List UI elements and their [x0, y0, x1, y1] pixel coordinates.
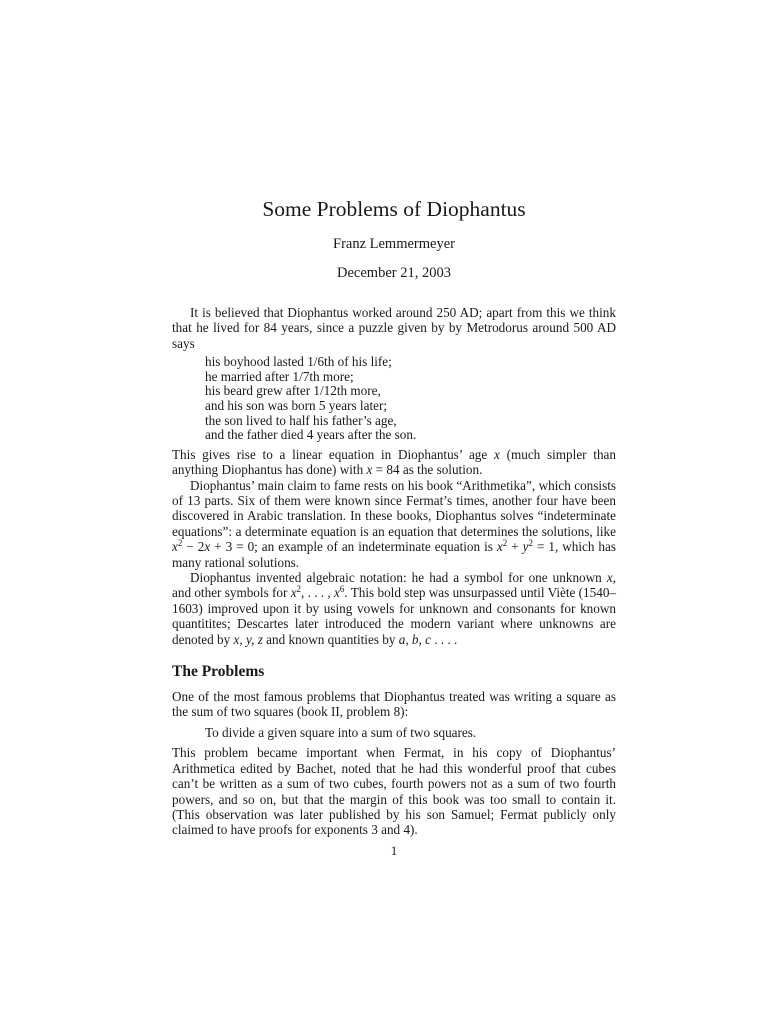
fermat-paragraph: This problem became important when Fermat, in his copy of Diophantus’ Arithmetica edited by Bachet, noted that he had this wonderful proof that cubes can’t be written as a sum of two cubes, fourth powers not as a sum of two fourth powers, and so on, but that the margin of this book was too small to contain it. (This observation was later published by his son Samuel; Fermat publicly only claimed to have proofs for exponents 3 and 4).: [172, 745, 616, 838]
paper-title: Some Problems of Diophantus: [262, 197, 526, 221]
verse-line: the son lived to half his father’s age,: [205, 412, 397, 428]
metrodorus-puzzle: [205, 355, 616, 443]
problem-statement: To divide a given square into a sum of two squares.: [205, 724, 477, 740]
verse-line: and his son was born 5 years later;: [205, 398, 388, 413]
verse-line: and the father died 4 years after the son.: [205, 427, 417, 443]
verse-line: he married after 1/7th more;: [205, 368, 354, 384]
author-name: Franz Lemmermeyer: [333, 236, 455, 252]
page-number: 1: [390, 843, 398, 858]
paper-body: [172, 305, 616, 838]
intro-paragraph: It is believed that Diophantus worked around 250 AD; apart from this we think that he lived for 84 years, since a puzzle given by by Metrodorus around 500 AD says: [172, 305, 616, 351]
paper-date: December 21, 2003: [337, 265, 451, 281]
paper-page: [172, 0, 616, 1024]
verse-line: his beard grew after 1/12th more,: [205, 383, 381, 399]
arithmetika-paragraph: Diophantus’ main claim to fame rests on his book “Arithmetika”, which consists of 13 parts. Six of them were known since Fermat’s times, another four have been discovered in Arabic translation. In these books, Diophantus solves “indeterminate equations”: a determinate equation is an equation that determines the solutions, like $x^2 - 2x + 3 = 0$; an example of an indeterminate equation is $x^2 + y^2 = 1$, which has many rational solutions.: [172, 477, 617, 570]
famous-problem-paragraph: One of the most famous problems that Diophantus treated was writing a square as the sum of two squares (book II, problem 8):: [172, 689, 616, 720]
verse-line: his boyhood lasted 1/6th of his life;: [205, 354, 392, 370]
notation-paragraph: Diophantus invented algebraic notation: he had a symbol for one unknown x, and other symbols for $x^2$, . . . , $x^6$. This bold step was unsurpassed until Viète (1540–1603) improved upon it by using vowels for unknown and consonants for known quantitites; Descartes later introduced the modern variant where unknowns are denoted by x, y, z and known quantities by a, b, c . . . .: [172, 570, 617, 647]
linear-equation-paragraph: This gives rise to a linear equation in Diophantus’ age x (much simpler than anything Diophantus has done) with x = 84 as the solution.: [172, 446, 616, 478]
section-heading: The Problems: [172, 663, 265, 681]
